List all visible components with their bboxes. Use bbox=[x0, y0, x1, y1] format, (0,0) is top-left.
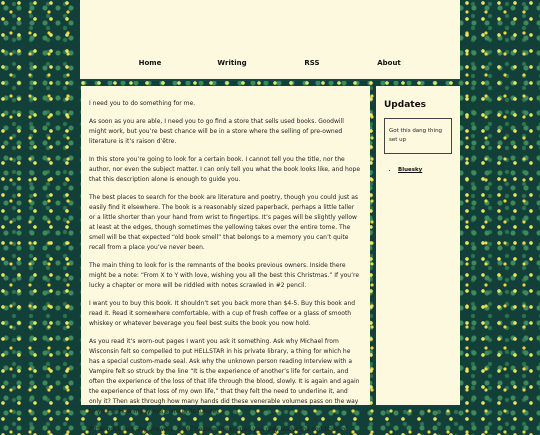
nav-about-link[interactable]: About bbox=[377, 59, 401, 67]
article-paragraph: In this store you’re going to look for a certain book. I cannot tell you the title, nor the author, nor even the subject matter. I can only tell you what the book looks like, and hope that this description alone is enough to guide you. bbox=[89, 156, 361, 183]
article-paragraph: I need you to do something for me. bbox=[89, 100, 196, 107]
update-links bbox=[384, 167, 452, 173]
nav-writing-link[interactable]: Writing bbox=[217, 59, 247, 67]
update-notice: Got this dang thing set up bbox=[384, 118, 452, 154]
main-nav bbox=[80, 59, 460, 73]
article-paragraph: As you read it’s worn-out pages I want you ask it something. Ask why Michael from Wisconsin felt so compelled to put HELLSTAR in his private library, a thing for which he has a special custom-made seal. Ask why the unknown person reading Interview with a Vampire felt so struck by the line “It is the experience of another’s life for certain, and often the experience of the loss of that life through the blood, slowly. It is again and again the experience of that loss of my own life,” that they felt the need to underline it, and only it? Then ask through how many hands did these venerable volumes pass on the way to yours? How many more are in its future? bbox=[89, 338, 360, 415]
list-item bbox=[398, 167, 452, 173]
article-paragraph: The main thing to look for is the remnants of the books previous owners. Inside there might be a note: “From X to Y with love, wishing you all the best this Christmas.” If you’re lucky a chapter or more will be riddled with notes scrawled in #2 pencil. bbox=[89, 262, 360, 289]
article-paragraph: I want you to buy this book. It shouldn’t set you back more than $4-5. Buy this book and read it. Read it somewhere comfortable, with a cup of fresh coffee or a glass of smooth whiskey or whatever beverage you feel best suits the book you now hold. bbox=[89, 300, 356, 327]
updates-sidebar bbox=[376, 86, 460, 405]
nav-rss-link[interactable]: RSS bbox=[304, 59, 320, 67]
updates-title: Updates bbox=[384, 100, 427, 110]
article-paragraph: The best places to search for the book are literature and poetry, though you could just as easily find it elsewhere. The book is a reasonably sized paperback, perhaps a little taller or a little shorter than your hand from wrist to fingertips. It’s pages will be slightly yellow at least at the edges, though sometimes the yellowing takes over the entire tome. The smell will be that expected “old book smell” that belongs to a memory you can’t quite recall from a place you’ve never been. bbox=[89, 194, 359, 251]
article-paragraph: As soon as you are able, I need you to go find a store that sells used books. Goodwill might work, but you’re best chance will be in a store where the selling of pre-owned literature is it’s raison d’être. bbox=[89, 118, 344, 145]
site-header bbox=[80, 0, 460, 81]
article-content bbox=[81, 86, 370, 433]
bluesky-link[interactable]: Bluesky bbox=[398, 167, 423, 173]
article-paragraph: If the book has any answers, it will bestow them upon you only under the condition of bbox=[89, 426, 348, 433]
nav-home-link[interactable]: Home bbox=[138, 59, 162, 67]
